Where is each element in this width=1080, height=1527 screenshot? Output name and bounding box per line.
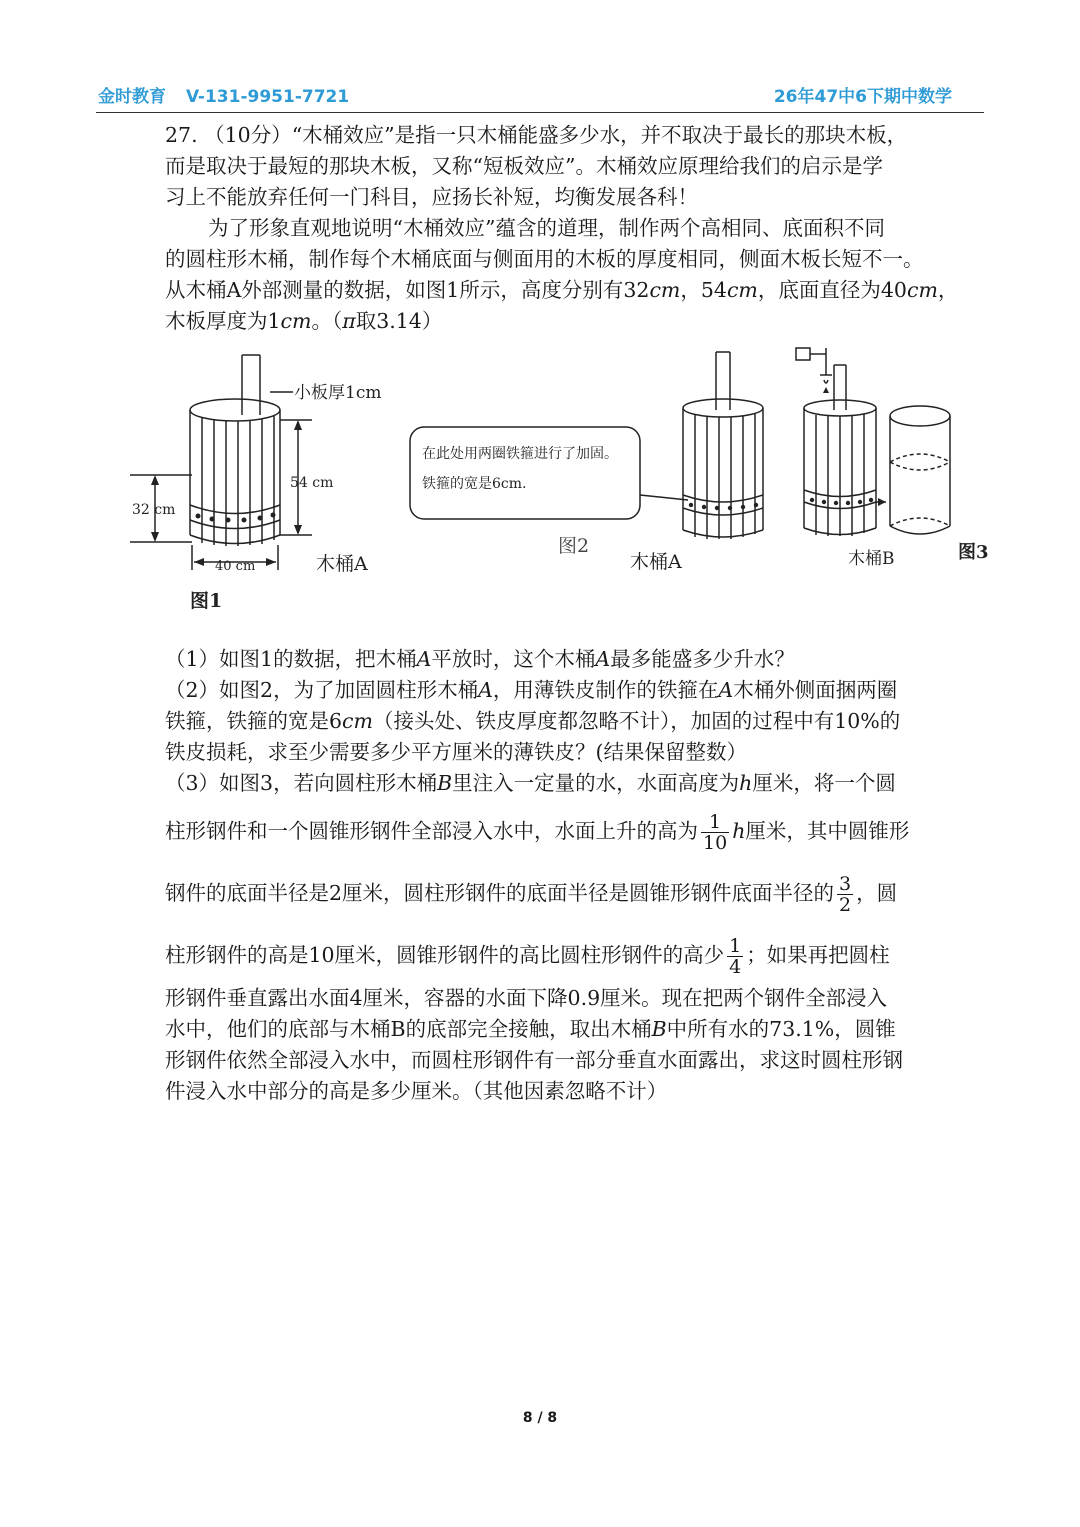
- var-b: B: [437, 771, 453, 795]
- text-fragment: ，: [937, 278, 959, 302]
- figures: [120, 330, 1020, 620]
- unit: cm: [342, 709, 373, 733]
- question-3-line-1: [165, 770, 896, 796]
- text-fragment: 厘米，其中圆锥形: [745, 819, 910, 843]
- question-3-line-2: [165, 812, 909, 853]
- figure-3-caption: 图3: [958, 542, 989, 563]
- question-3-line-5: 形钢件垂直露出水面4厘米，容器的水面下降0.9厘米。现在把两个钢件全部浸入: [165, 986, 888, 1010]
- header-brand: [98, 82, 349, 107]
- problem-line-2: 而是取决于最短的那块木板，又称“短板效应”。木桶效应原理给我们的启示是学: [165, 154, 883, 178]
- pi-symbol: π: [342, 309, 356, 333]
- text-fragment: 厘米，将一个圆: [752, 771, 896, 795]
- denominator: 10: [703, 832, 728, 854]
- barrel-a-fig1: [130, 355, 312, 570]
- fraction-3-2: [837, 874, 853, 915]
- var-a: A: [416, 647, 432, 671]
- var-a: A: [595, 647, 611, 671]
- text-fragment: 钢件的底面半径是2厘米，圆柱形钢件的底面半径是圆锥形钢件底面半径的: [165, 881, 835, 905]
- text-fragment: ，圆: [856, 881, 898, 905]
- text-fragment: 木板厚度为1: [165, 309, 281, 333]
- text-fragment: 平放时，这个木桶: [431, 647, 596, 671]
- text-fragment: 里注入一定量的水，水面高度为: [452, 771, 740, 795]
- page-number: 8 / 8: [522, 1410, 558, 1426]
- barrel-a-label-fig2: 木桶A: [630, 551, 682, 573]
- unit: cm: [906, 278, 938, 302]
- text-fragment: （3）如图3，若向圆柱形木桶: [165, 771, 438, 795]
- text-fragment: （2）如图2，为了加固圆柱形木桶: [165, 678, 479, 702]
- problem-line-1: 27. （10分）“木桶效应”是指一只木桶能盛多少水，并不取决于最长的那块木板，: [165, 123, 908, 147]
- text-fragment: 从木桶A外部测量的数据，如图1所示，高度分别有32: [165, 278, 650, 302]
- var-h: h: [732, 819, 746, 843]
- unit: cm: [280, 309, 312, 333]
- height-54-label: 54 cm: [290, 475, 334, 491]
- text-fragment: 木桶外侧面捆两圈: [733, 678, 898, 702]
- barrel-a-label-fig1: 木桶A: [316, 553, 368, 575]
- callout-line-1: 在此处用两圈铁箍进行了加固。: [422, 446, 618, 462]
- unit: cm: [649, 278, 681, 302]
- problem-line-3: 习上不能放弃任何一门科目，应扬长补短，均衡发展各科！: [165, 185, 698, 209]
- text-fragment: ；如果再把圆柱: [746, 943, 890, 967]
- text-fragment: 水中，他们的底部与木桶B的底部完全接触，取出木桶: [165, 1017, 652, 1041]
- numerator: 1: [701, 812, 729, 833]
- fraction-1-10: [701, 812, 729, 853]
- var-b: B: [651, 1017, 667, 1041]
- height-32-label: 32 cm: [132, 502, 176, 518]
- problem-line-4: 为了形象直观地说明“木桶效应”蕴含的道理，制作两个高相同、底面积不同: [208, 216, 885, 240]
- question-3-line-7: 形钢件依然全部浸入水中，而圆柱形钢件有一部分垂直水面露出，求这时圆柱形钢: [165, 1048, 903, 1072]
- barrel-fig3: [796, 348, 876, 536]
- text-fragment: ，底面直径为40: [757, 278, 907, 302]
- var-a: A: [718, 678, 734, 702]
- question-2-line-3: 铁皮损耗，求至少需要多少平方厘米的薄铁皮？(结果保留整数）: [165, 740, 747, 764]
- text-fragment: 柱形钢件和一个圆锥形钢件全部浸入水中，水面上升的高为: [165, 819, 698, 843]
- question-3-line-8: 件浸入水中部分的高是多少厘米。（其他因素忽略不计）: [165, 1079, 668, 1103]
- question-3-line-3: [165, 874, 897, 915]
- text-fragment: （1）如图1的数据，把木桶: [165, 647, 417, 671]
- contact-number: V-131-9951-7721: [186, 87, 350, 107]
- diameter-40-label: 40 cm: [215, 559, 256, 574]
- figure-drawing: [120, 330, 1020, 620]
- figure-1-caption: 图1: [190, 590, 223, 612]
- text-fragment: 取3.14）: [355, 309, 443, 333]
- fraction-1-4: [727, 936, 743, 977]
- problem-line-5: 的圆柱形木桶，制作每个木桶底面与侧面用的木板的厚度相同，侧面木板长短不一。: [165, 247, 924, 271]
- cylinder-b: [876, 406, 950, 534]
- question-2-line-2: [165, 708, 900, 734]
- numerator: 3: [839, 873, 852, 895]
- page-header: [96, 78, 984, 113]
- text-fragment: 最多能盛多少升水？: [610, 647, 795, 671]
- question-3-line-4: [165, 936, 890, 977]
- text-fragment: ，用薄铁皮制作的铁箍在: [492, 678, 719, 702]
- var-a: A: [478, 678, 493, 702]
- barrel-b-label: 木桶B: [848, 549, 895, 569]
- unit: cm: [726, 278, 758, 302]
- callout-line-2: 铁箍的宽是6cm.: [422, 476, 527, 492]
- figure-2-caption: 图2: [558, 535, 590, 557]
- var-h: h: [739, 771, 753, 795]
- text-fragment: ，54: [680, 278, 727, 302]
- exam-title: 26年47中6下期中数学: [773, 87, 952, 107]
- text-fragment: 柱形钢件的高是10厘米，圆锥形钢件的高比圆柱形钢件的高少: [165, 943, 725, 967]
- question-3-line-6: [165, 1016, 896, 1042]
- question-2-line-1: [165, 677, 897, 703]
- text-fragment: 中所有水的73.1%，圆锥: [666, 1017, 896, 1041]
- text-fragment: 。（: [311, 309, 343, 333]
- plank-thickness-label: 小板厚1cm: [294, 383, 382, 403]
- problem-line-6: [165, 277, 958, 303]
- text-fragment: 铁箍，铁箍的宽是6: [165, 709, 343, 733]
- denominator: 2: [839, 894, 852, 916]
- numerator: 1: [729, 935, 742, 957]
- callout-box: [410, 427, 640, 519]
- barrel-a-fig2: [683, 352, 763, 539]
- brand-name: 金时教育: [98, 87, 166, 107]
- text-fragment: （接头处、铁皮厚度都忽略不计），加固的过程中有10%的: [372, 709, 901, 733]
- question-1: [165, 646, 795, 672]
- denominator: 4: [729, 956, 742, 978]
